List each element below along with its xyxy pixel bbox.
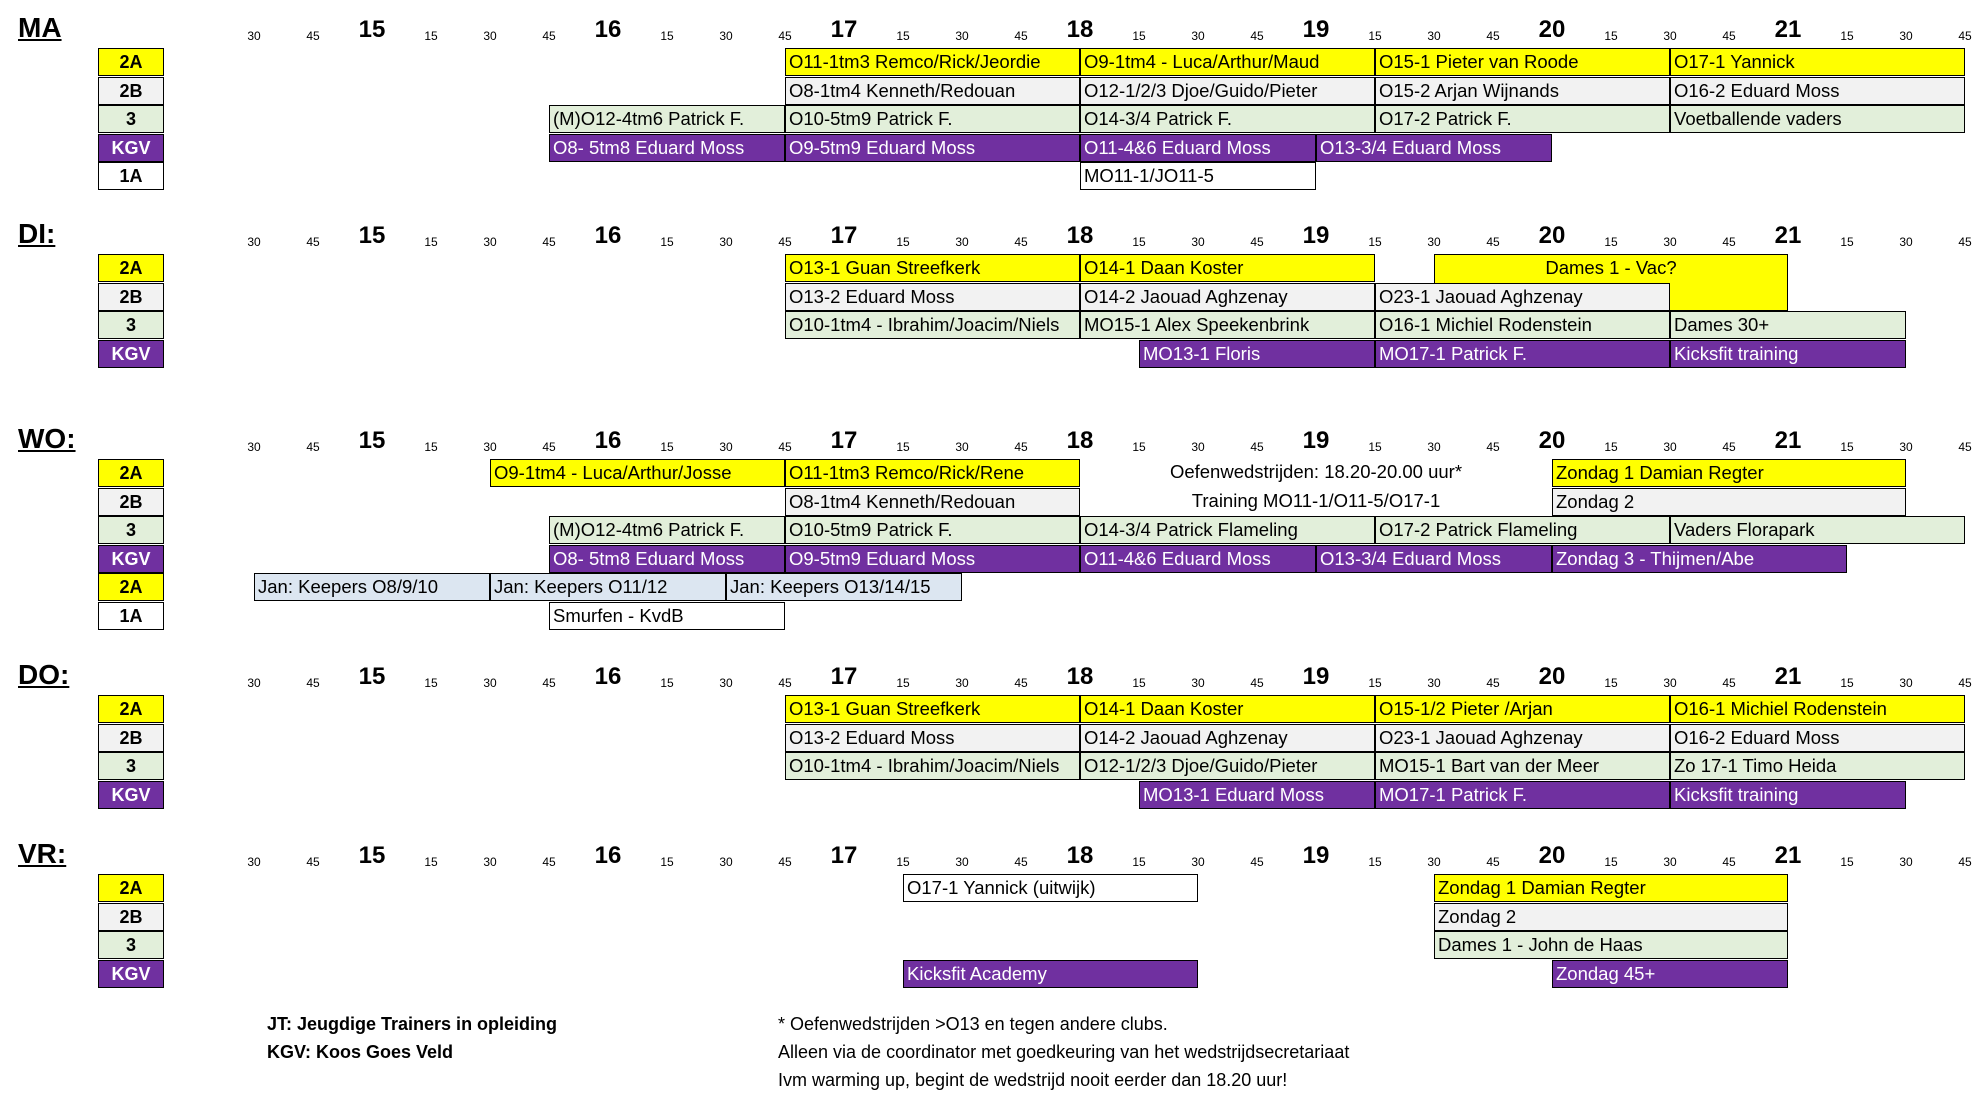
- minute-tick: 15: [1132, 855, 1146, 869]
- minute-tick: 45: [542, 440, 556, 454]
- minute-tick: 30: [1899, 855, 1913, 869]
- minute-tick: 45: [1722, 676, 1736, 690]
- minute-tick: 30: [1663, 235, 1677, 249]
- session-block: Jan: Keepers O13/14/15: [726, 573, 962, 601]
- minute-tick: 15: [660, 676, 674, 690]
- session-block: O15-1 Pieter van Roode: [1375, 48, 1670, 76]
- field-label-2b: 2B: [98, 283, 164, 311]
- day-label-wo: WO:: [18, 423, 76, 454]
- minute-tick: 30: [1191, 676, 1205, 690]
- minute-tick: 15: [896, 29, 910, 43]
- minute-tick: 15: [424, 29, 438, 43]
- session-block: O16-1 Michiel Rodenstein: [1670, 695, 1965, 723]
- hour-label: 16: [594, 842, 622, 869]
- minute-tick: 30: [1427, 29, 1441, 43]
- minute-tick: 30: [719, 440, 733, 454]
- session-block: O8- 5tm8 Eduard Moss: [549, 134, 785, 162]
- session-block: Zondag 3 - Thijmen/Abe: [1552, 545, 1847, 573]
- field-label-2b: 2B: [98, 724, 164, 752]
- minute-tick: 30: [1899, 440, 1913, 454]
- field-label-2b: 2B: [98, 488, 164, 516]
- minute-tick: 15: [1840, 29, 1854, 43]
- minute-tick: 30: [247, 676, 261, 690]
- session-block: O9-1tm4 - Luca/Arthur/Josse: [490, 459, 785, 487]
- minute-tick: 45: [1014, 676, 1028, 690]
- hour-label: 16: [594, 16, 622, 43]
- minute-tick: 15: [1132, 440, 1146, 454]
- session-block: O10-1tm4 - Ibrahim/Joacim/Niels: [785, 752, 1080, 780]
- session-block: O10-5tm9 Patrick F.: [785, 105, 1080, 133]
- session-block: O8- 5tm8 Eduard Moss: [549, 545, 785, 573]
- minute-tick: 30: [955, 235, 969, 249]
- remark-warming-up: Ivm warming up, begint de wedstrijd nooit eerder dan 18.20 uur!: [778, 1070, 1288, 1090]
- minute-tick: 45: [1250, 235, 1264, 249]
- minute-tick: 45: [1486, 235, 1500, 249]
- minute-tick: 15: [660, 235, 674, 249]
- minute-tick: 15: [1132, 235, 1146, 249]
- minute-tick: 45: [778, 676, 792, 690]
- session-block: (M)O12-4tm6 Patrick F.: [549, 105, 785, 133]
- session-block: O11-4&6 Eduard Moss: [1080, 134, 1316, 162]
- session-block: O12-1/2/3 Djoe/Guido/Pieter: [1080, 752, 1375, 780]
- minute-tick: 15: [896, 235, 910, 249]
- day-label-ma: MA: [18, 12, 62, 43]
- minute-tick: 15: [1604, 855, 1618, 869]
- minute-tick: 45: [1722, 855, 1736, 869]
- field-label-kgv: KGV: [98, 781, 164, 809]
- minute-tick: 45: [1250, 676, 1264, 690]
- session-block: Dames 30+: [1670, 311, 1906, 339]
- minute-tick: 45: [306, 235, 320, 249]
- session-block: Zondag 2: [1434, 903, 1788, 931]
- session-block: MO17-1 Patrick F.: [1375, 781, 1670, 809]
- minute-tick: 15: [1132, 676, 1146, 690]
- session-block: O17-1 Yannick: [1670, 48, 1965, 76]
- session-block: Kicksfit Academy: [903, 960, 1198, 988]
- minute-tick: 30: [247, 855, 261, 869]
- session-block: Oefenwedstrijden: 18.20-20.00 uur*: [1080, 459, 1552, 487]
- minute-tick: 15: [424, 235, 438, 249]
- session-block: O14-2 Jaouad Aghzenay: [1080, 724, 1375, 752]
- day-label-vr: VR:: [18, 838, 67, 869]
- session-block: Smurfen - KvdB: [549, 602, 785, 630]
- session-block: Dames 1 - Vac?: [1434, 254, 1788, 311]
- minute-tick: 15: [1840, 440, 1854, 454]
- hour-label: 20: [1538, 663, 1566, 690]
- hour-label: 17: [830, 16, 858, 43]
- minute-tick: 45: [542, 235, 556, 249]
- session-block: Training MO11-1/O11-5/O17-1: [1080, 488, 1552, 516]
- minute-tick: 30: [719, 235, 733, 249]
- minute-tick: 15: [660, 29, 674, 43]
- field-label-2a: 2A: [98, 254, 164, 282]
- hour-label: 19: [1302, 427, 1330, 454]
- hour-label: 15: [358, 842, 386, 869]
- minute-tick: 30: [1663, 440, 1677, 454]
- field-label-kgv: KGV: [98, 960, 164, 988]
- day-label-do: DO:: [18, 659, 70, 690]
- hour-label: 18: [1066, 222, 1094, 249]
- field-label-1a: 1A: [98, 602, 164, 630]
- hour-label: 19: [1302, 16, 1330, 43]
- minute-tick: 30: [955, 440, 969, 454]
- field-label-kgv: KGV: [98, 134, 164, 162]
- hour-label: 15: [358, 663, 386, 690]
- session-block: O14-1 Daan Koster: [1080, 695, 1375, 723]
- session-block: O11-1tm3 Remco/Rick/Jeordie: [785, 48, 1080, 76]
- legend-kgv: KGV: Koos Goes Veld: [267, 1042, 454, 1062]
- session-block: O13-3/4 Eduard Moss: [1316, 545, 1552, 573]
- hour-label: 18: [1066, 663, 1094, 690]
- minute-tick: 45: [778, 29, 792, 43]
- minute-tick: 45: [306, 440, 320, 454]
- hour-label: 21: [1774, 16, 1802, 43]
- hour-label: 17: [830, 663, 858, 690]
- minute-tick: 45: [1958, 440, 1972, 454]
- hour-label: 21: [1774, 663, 1802, 690]
- minute-tick: 30: [1899, 29, 1913, 43]
- minute-tick: 45: [1014, 855, 1028, 869]
- minute-tick: 30: [1427, 440, 1441, 454]
- minute-tick: 15: [1840, 676, 1854, 690]
- session-block: O12-1/2/3 Djoe/Guido/Pieter: [1080, 77, 1375, 105]
- minute-tick: 30: [955, 855, 969, 869]
- minute-tick: 30: [483, 29, 497, 43]
- hour-label: 19: [1302, 663, 1330, 690]
- session-block: Jan: Keepers O11/12: [490, 573, 726, 601]
- minute-tick: 45: [1014, 440, 1028, 454]
- session-block: O9-1tm4 - Luca/Arthur/Maud: [1080, 48, 1375, 76]
- session-block: O13-2 Eduard Moss: [785, 724, 1080, 752]
- field-label-3: 3: [98, 105, 164, 133]
- session-block: O14-2 Jaouad Aghzenay: [1080, 283, 1375, 311]
- hour-label: 18: [1066, 427, 1094, 454]
- remark-oefenwedstrijden: * Oefenwedstrijden >O13 en tegen andere clubs.: [778, 1014, 1168, 1034]
- minute-tick: 15: [424, 440, 438, 454]
- minute-tick: 30: [1663, 855, 1677, 869]
- minute-tick: 30: [1191, 29, 1205, 43]
- minute-tick: 30: [1191, 440, 1205, 454]
- minute-tick: 30: [247, 440, 261, 454]
- minute-tick: 45: [306, 29, 320, 43]
- minute-tick: 30: [1427, 235, 1441, 249]
- minute-tick: 15: [1604, 676, 1618, 690]
- session-block: Zo 17-1 Timo Heida: [1670, 752, 1965, 780]
- field-label-2a: 2A: [98, 573, 164, 601]
- session-block: Zondag 1 Damian Regter: [1552, 459, 1906, 487]
- session-block: O23-1 Jaouad Aghzenay: [1375, 724, 1670, 752]
- minute-tick: 30: [1663, 29, 1677, 43]
- minute-tick: 45: [1486, 855, 1500, 869]
- minute-tick: 30: [1899, 676, 1913, 690]
- legend-jt: JT: Jeugdige Trainers in opleiding: [267, 1014, 558, 1034]
- session-block: Jan: Keepers O8/9/10: [254, 573, 490, 601]
- minute-tick: 15: [1368, 440, 1382, 454]
- hour-label: 19: [1302, 842, 1330, 869]
- hour-label: 18: [1066, 842, 1094, 869]
- minute-tick: 45: [1014, 235, 1028, 249]
- session-block: MO13-1 Floris: [1139, 340, 1375, 368]
- session-block: O8-1tm4 Kenneth/Redouan: [785, 488, 1080, 516]
- minute-tick: 15: [1368, 235, 1382, 249]
- hour-label: 20: [1538, 222, 1566, 249]
- minute-tick: 30: [483, 235, 497, 249]
- session-block: O11-4&6 Eduard Moss: [1080, 545, 1316, 573]
- minute-tick: 45: [1958, 855, 1972, 869]
- session-block: O10-1tm4 - Ibrahim/Joacim/Niels: [785, 311, 1080, 339]
- session-block: O16-2 Eduard Moss: [1670, 77, 1965, 105]
- minute-tick: 45: [778, 855, 792, 869]
- session-block: O9-5tm9 Eduard Moss: [785, 134, 1080, 162]
- session-block: MO11-1/JO11-5: [1080, 162, 1316, 190]
- minute-tick: 45: [1722, 440, 1736, 454]
- session-block: MO15-1 Bart van der Meer: [1375, 752, 1670, 780]
- minute-tick: 30: [483, 440, 497, 454]
- minute-tick: 15: [1132, 29, 1146, 43]
- minute-tick: 45: [1958, 676, 1972, 690]
- session-block: (M)O12-4tm6 Patrick F.: [549, 516, 785, 544]
- hour-label: 16: [594, 427, 622, 454]
- minute-tick: 30: [1899, 235, 1913, 249]
- field-label-2a: 2A: [98, 874, 164, 902]
- session-block: MO15-1 Alex Speekenbrink: [1080, 311, 1375, 339]
- day-label-di: DI:: [18, 218, 56, 249]
- field-label-2a: 2A: [98, 695, 164, 723]
- minute-tick: 30: [1663, 676, 1677, 690]
- minute-tick: 15: [1368, 676, 1382, 690]
- minute-tick: 30: [1191, 855, 1205, 869]
- minute-tick: 45: [1958, 29, 1972, 43]
- field-label-3: 3: [98, 752, 164, 780]
- minute-tick: 45: [542, 676, 556, 690]
- session-block: O8-1tm4 Kenneth/Redouan: [785, 77, 1080, 105]
- minute-tick: 45: [1486, 676, 1500, 690]
- field-label-2b: 2B: [98, 77, 164, 105]
- session-block: O9-5tm9 Eduard Moss: [785, 545, 1080, 573]
- minute-tick: 45: [1250, 440, 1264, 454]
- session-block: O10-5tm9 Patrick F.: [785, 516, 1080, 544]
- session-block: O14-3/4 Patrick Flameling: [1080, 516, 1375, 544]
- minute-tick: 30: [1191, 235, 1205, 249]
- remark-coordinator: Alleen via de coordinator met goedkeuring van het wedstrijdsecretariaat: [778, 1042, 1350, 1062]
- minute-tick: 45: [542, 855, 556, 869]
- field-label-3: 3: [98, 311, 164, 339]
- minute-tick: 15: [1604, 440, 1618, 454]
- minute-tick: 15: [1604, 235, 1618, 249]
- minute-tick: 45: [1486, 29, 1500, 43]
- field-label-3: 3: [98, 516, 164, 544]
- session-block: O14-3/4 Patrick F.: [1080, 105, 1375, 133]
- hour-label: 20: [1538, 842, 1566, 869]
- minute-tick: 30: [247, 235, 261, 249]
- session-block: O17-1 Yannick (uitwijk): [903, 874, 1198, 902]
- minute-tick: 45: [1958, 235, 1972, 249]
- minute-tick: 15: [1840, 235, 1854, 249]
- session-block: O15-1/2 Pieter /Arjan: [1375, 695, 1670, 723]
- minute-tick: 15: [896, 855, 910, 869]
- hour-label: 19: [1302, 222, 1330, 249]
- minute-tick: 30: [955, 676, 969, 690]
- hour-label: 17: [830, 222, 858, 249]
- field-label-kgv: KGV: [98, 545, 164, 573]
- field-label-2b: 2B: [98, 903, 164, 931]
- hour-label: 15: [358, 427, 386, 454]
- minute-tick: 15: [1604, 29, 1618, 43]
- minute-tick: 45: [1250, 29, 1264, 43]
- hour-label: 21: [1774, 222, 1802, 249]
- minute-tick: 45: [1014, 29, 1028, 43]
- minute-tick: 30: [719, 676, 733, 690]
- field-label-3: 3: [98, 931, 164, 959]
- session-block: Kicksfit training: [1670, 781, 1906, 809]
- session-block: O14-1 Daan Koster: [1080, 254, 1375, 282]
- session-block: O11-1tm3 Remco/Rick/Rene: [785, 459, 1080, 487]
- session-block: MO17-1 Patrick F.: [1375, 340, 1670, 368]
- minute-tick: 30: [719, 29, 733, 43]
- session-block: O16-1 Michiel Rodenstein: [1375, 311, 1670, 339]
- session-block: O13-1 Guan Streefkerk: [785, 695, 1080, 723]
- hour-label: 15: [358, 16, 386, 43]
- minute-tick: 15: [660, 440, 674, 454]
- minute-tick: 15: [660, 855, 674, 869]
- hour-label: 18: [1066, 16, 1094, 43]
- minute-tick: 45: [778, 440, 792, 454]
- minute-tick: 45: [1250, 855, 1264, 869]
- hour-label: 21: [1774, 842, 1802, 869]
- minute-tick: 30: [247, 29, 261, 43]
- session-block: Zondag 2: [1552, 488, 1906, 516]
- minute-tick: 15: [1840, 855, 1854, 869]
- minute-tick: 30: [955, 29, 969, 43]
- minute-tick: 45: [1722, 29, 1736, 43]
- minute-tick: 45: [778, 235, 792, 249]
- session-block: Vaders Florapark: [1670, 516, 1965, 544]
- minute-tick: 45: [542, 29, 556, 43]
- minute-tick: 15: [424, 855, 438, 869]
- session-block: Kicksfit training: [1670, 340, 1906, 368]
- minute-tick: 15: [1368, 855, 1382, 869]
- minute-tick: 30: [1427, 676, 1441, 690]
- session-block: Dames 1 - John de Haas: [1434, 931, 1788, 959]
- hour-label: 20: [1538, 16, 1566, 43]
- minute-tick: 30: [483, 676, 497, 690]
- minute-tick: 45: [306, 676, 320, 690]
- minute-tick: 45: [306, 855, 320, 869]
- field-label-2a: 2A: [98, 48, 164, 76]
- minute-tick: 45: [1486, 440, 1500, 454]
- session-block: Voetballende vaders: [1670, 105, 1965, 133]
- field-label-1a: 1A: [98, 162, 164, 190]
- session-block: MO13-1 Eduard Moss: [1139, 781, 1375, 809]
- hour-label: 20: [1538, 427, 1566, 454]
- minute-tick: 30: [1427, 855, 1441, 869]
- field-label-kgv: KGV: [98, 340, 164, 368]
- session-block: O13-1 Guan Streefkerk: [785, 254, 1080, 282]
- session-block: O17-2 Patrick Flameling: [1375, 516, 1670, 544]
- session-block: O17-2 Patrick F.: [1375, 105, 1670, 133]
- hour-label: 17: [830, 842, 858, 869]
- session-block: Zondag 1 Damian Regter: [1434, 874, 1788, 902]
- session-block: O13-2 Eduard Moss: [785, 283, 1080, 311]
- session-block: Zondag 45+: [1552, 960, 1788, 988]
- minute-tick: 30: [483, 855, 497, 869]
- session-block: O15-2 Arjan Wijnands: [1375, 77, 1670, 105]
- hour-label: 15: [358, 222, 386, 249]
- minute-tick: 45: [1722, 235, 1736, 249]
- session-block: O16-2 Eduard Moss: [1670, 724, 1965, 752]
- hour-label: 16: [594, 663, 622, 690]
- minute-tick: 15: [896, 440, 910, 454]
- hour-label: 17: [830, 427, 858, 454]
- minute-tick: 30: [719, 855, 733, 869]
- session-block: O13-3/4 Eduard Moss: [1316, 134, 1552, 162]
- minute-tick: 15: [1368, 29, 1382, 43]
- minute-tick: 15: [424, 676, 438, 690]
- hour-label: 21: [1774, 427, 1802, 454]
- session-block: O23-1 Jaouad Aghzenay: [1375, 283, 1670, 311]
- field-label-2a: 2A: [98, 459, 164, 487]
- hour-label: 16: [594, 222, 622, 249]
- minute-tick: 15: [896, 676, 910, 690]
